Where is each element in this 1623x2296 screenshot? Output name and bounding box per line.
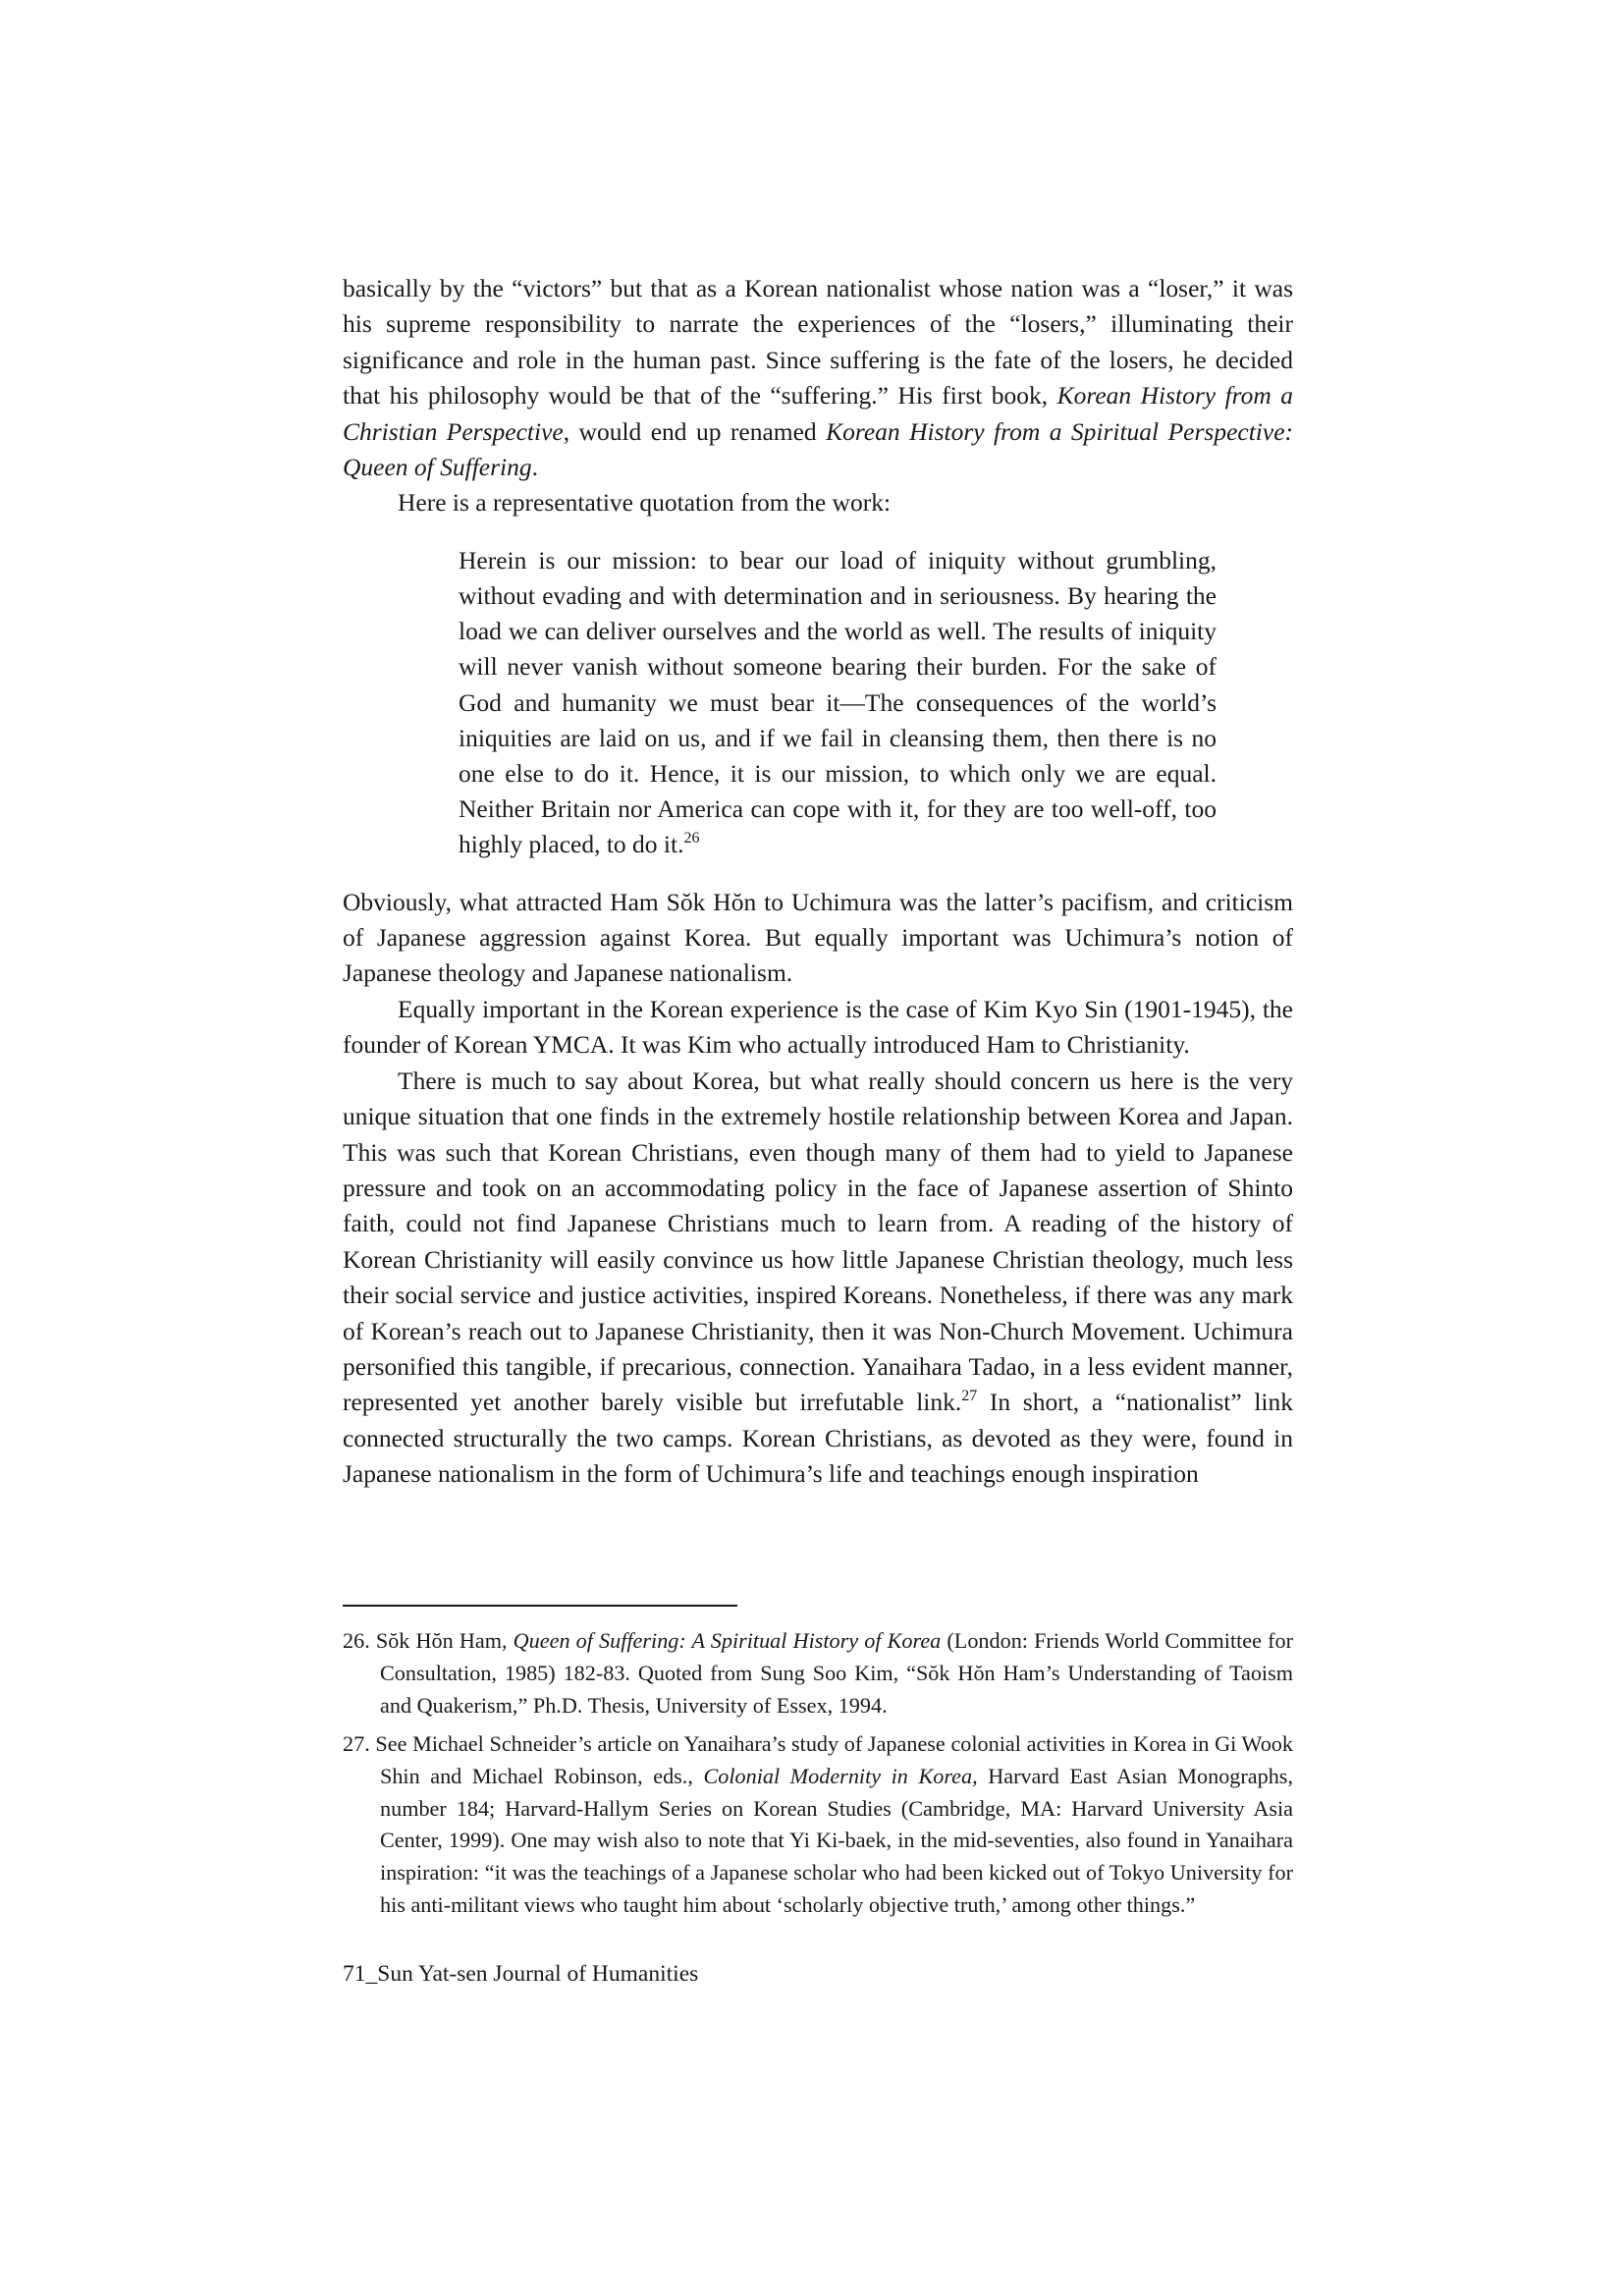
paragraph-continuation: basically by the “victors” but that as a Korean nationalist whose nation was a “loser,” it was his supreme responsibility to narrate the experiences of the “losers,” illuminating their significance and role in the human past. Since suffering is the fate of the losers, he decided that his philosophy would be that of the “suffering.” His first book, Korean History from a Christian Perspective, would end up renamed Korean History from a Spiritual Perspective: Queen of Suffering. xyxy=(343,274,1294,482)
block-quotation: Herein is our mission: to bear our load of iniquity without grumbling, without evading and with determination and in seriousness. By hearing the load we can deliver ourselves and the world as well. The results of iniquity will never vanish without someone bearing their burden. For the sake of God and humanity we must bear it—The consequences of the world’s iniquities are laid on us, and if we fail in cleansing them, then there is no one else to do it. Hence, it is our mission, to which only we are equal. Neither Britain nor America can cope with it, for they are too well-off, too highly placed, to do it.$^{26}$ xyxy=(459,545,1217,859)
paragraph-kim-kyo-sin: Equally important in the Korean experience is the case of Kim Kyo Sin (1901-1945), the founder of Korean YMCA. It was Kim who actually introduced Ham to Christianity. xyxy=(343,994,1293,1060)
footnote-26: 26. Sŏk Hŏn Ham, Queen of Suffering: A Spiritual History of Korea (London: Friends World Committee for Consultation, 1985) 182-83. Quoted from Sung Soo Kim, “Sŏk Hŏn Ham’s Understanding of Taoism and Quakerism,” Ph.D. Thesis, University of Essex, 1994. xyxy=(343,1628,1293,1718)
book-title: Korean History from a Christian Perspective xyxy=(343,381,1293,446)
footnote-ref-27[interactable]: 27 xyxy=(961,1388,978,1405)
paragraph-korea-japan: There is much to say about Korea, but what really should concern us here is the very unique situation that one finds in the extremely hostile relationship between Korea and Japan. This was such that Korean Christians, even though many of them had to yield to Japanese pressure and took on an accommodating policy in the face of Japanese assertion of Shinto faith, could not find Japanese Christians much to learn from. A reading of the history of Korean Christianity will easily convince us how little Japanese Christian theology, much less their social service and justice activities, inspired Koreans. Nonetheless, if there was any mark of Korean’s reach out to Japanese Christianity, then it was Non-Church Movement. Uchimura personified this tangible, if precarious, connection. Yanaihara Tadao, in a less evident manner, represented yet another barely visible but irrefutable link.$^{27}$ In short, a “nationalist” link connected structurally the two camps. Korean Christians, as devoted as they were, found in Japanese nationalism in the form of Uchimura’s life and teachings enough inspiration xyxy=(343,1066,1293,1489)
footnote-ref-26[interactable]: 26 xyxy=(683,830,700,847)
main-text xyxy=(343,271,1293,1493)
book-title-renamed: Korean History from a Spiritual Perspective: Queen of Suffering xyxy=(343,416,1294,482)
paragraph-intro-quote: Here is a representative quotation from the work: xyxy=(398,488,892,518)
page-footer: 71_Sun Yat-sen Journal of Humanities xyxy=(343,1961,699,1987)
footnote-divider xyxy=(343,1605,737,1607)
footnotes xyxy=(343,1625,1293,1928)
footnote-27: 27. See Michael Schneider’s article on Yanaihara’s study of Japanese colonial activities in Korea in Gi Wook Shin and Michael Robinson, eds., Colonial Modernity in Korea, Harvard East Asian Monographs, number 184; Harvard-Hallym Series on Korean Studies (Cambridge, MA: Harvard University Asia Center, 1999). One may wish also to note that Yi Ki-baek, in the mid-seventies, also found in Yanaihara inspiration: “it was the teachings of a Japanese scholar who had been kicked out of Tokyo University for his anti-militant views who taught him about ‘scholarly objective truth,’ among other things.” xyxy=(343,1730,1293,1918)
paragraph-uchimura: Obviously, what attracted Ham Sŏk Hŏn to Uchimura was the latter’s pacifism, and criticism of Japanese aggression against Korea. But equally important was Uchimura’s notion of Japanese theology and Japanese nationalism. xyxy=(343,887,1293,988)
